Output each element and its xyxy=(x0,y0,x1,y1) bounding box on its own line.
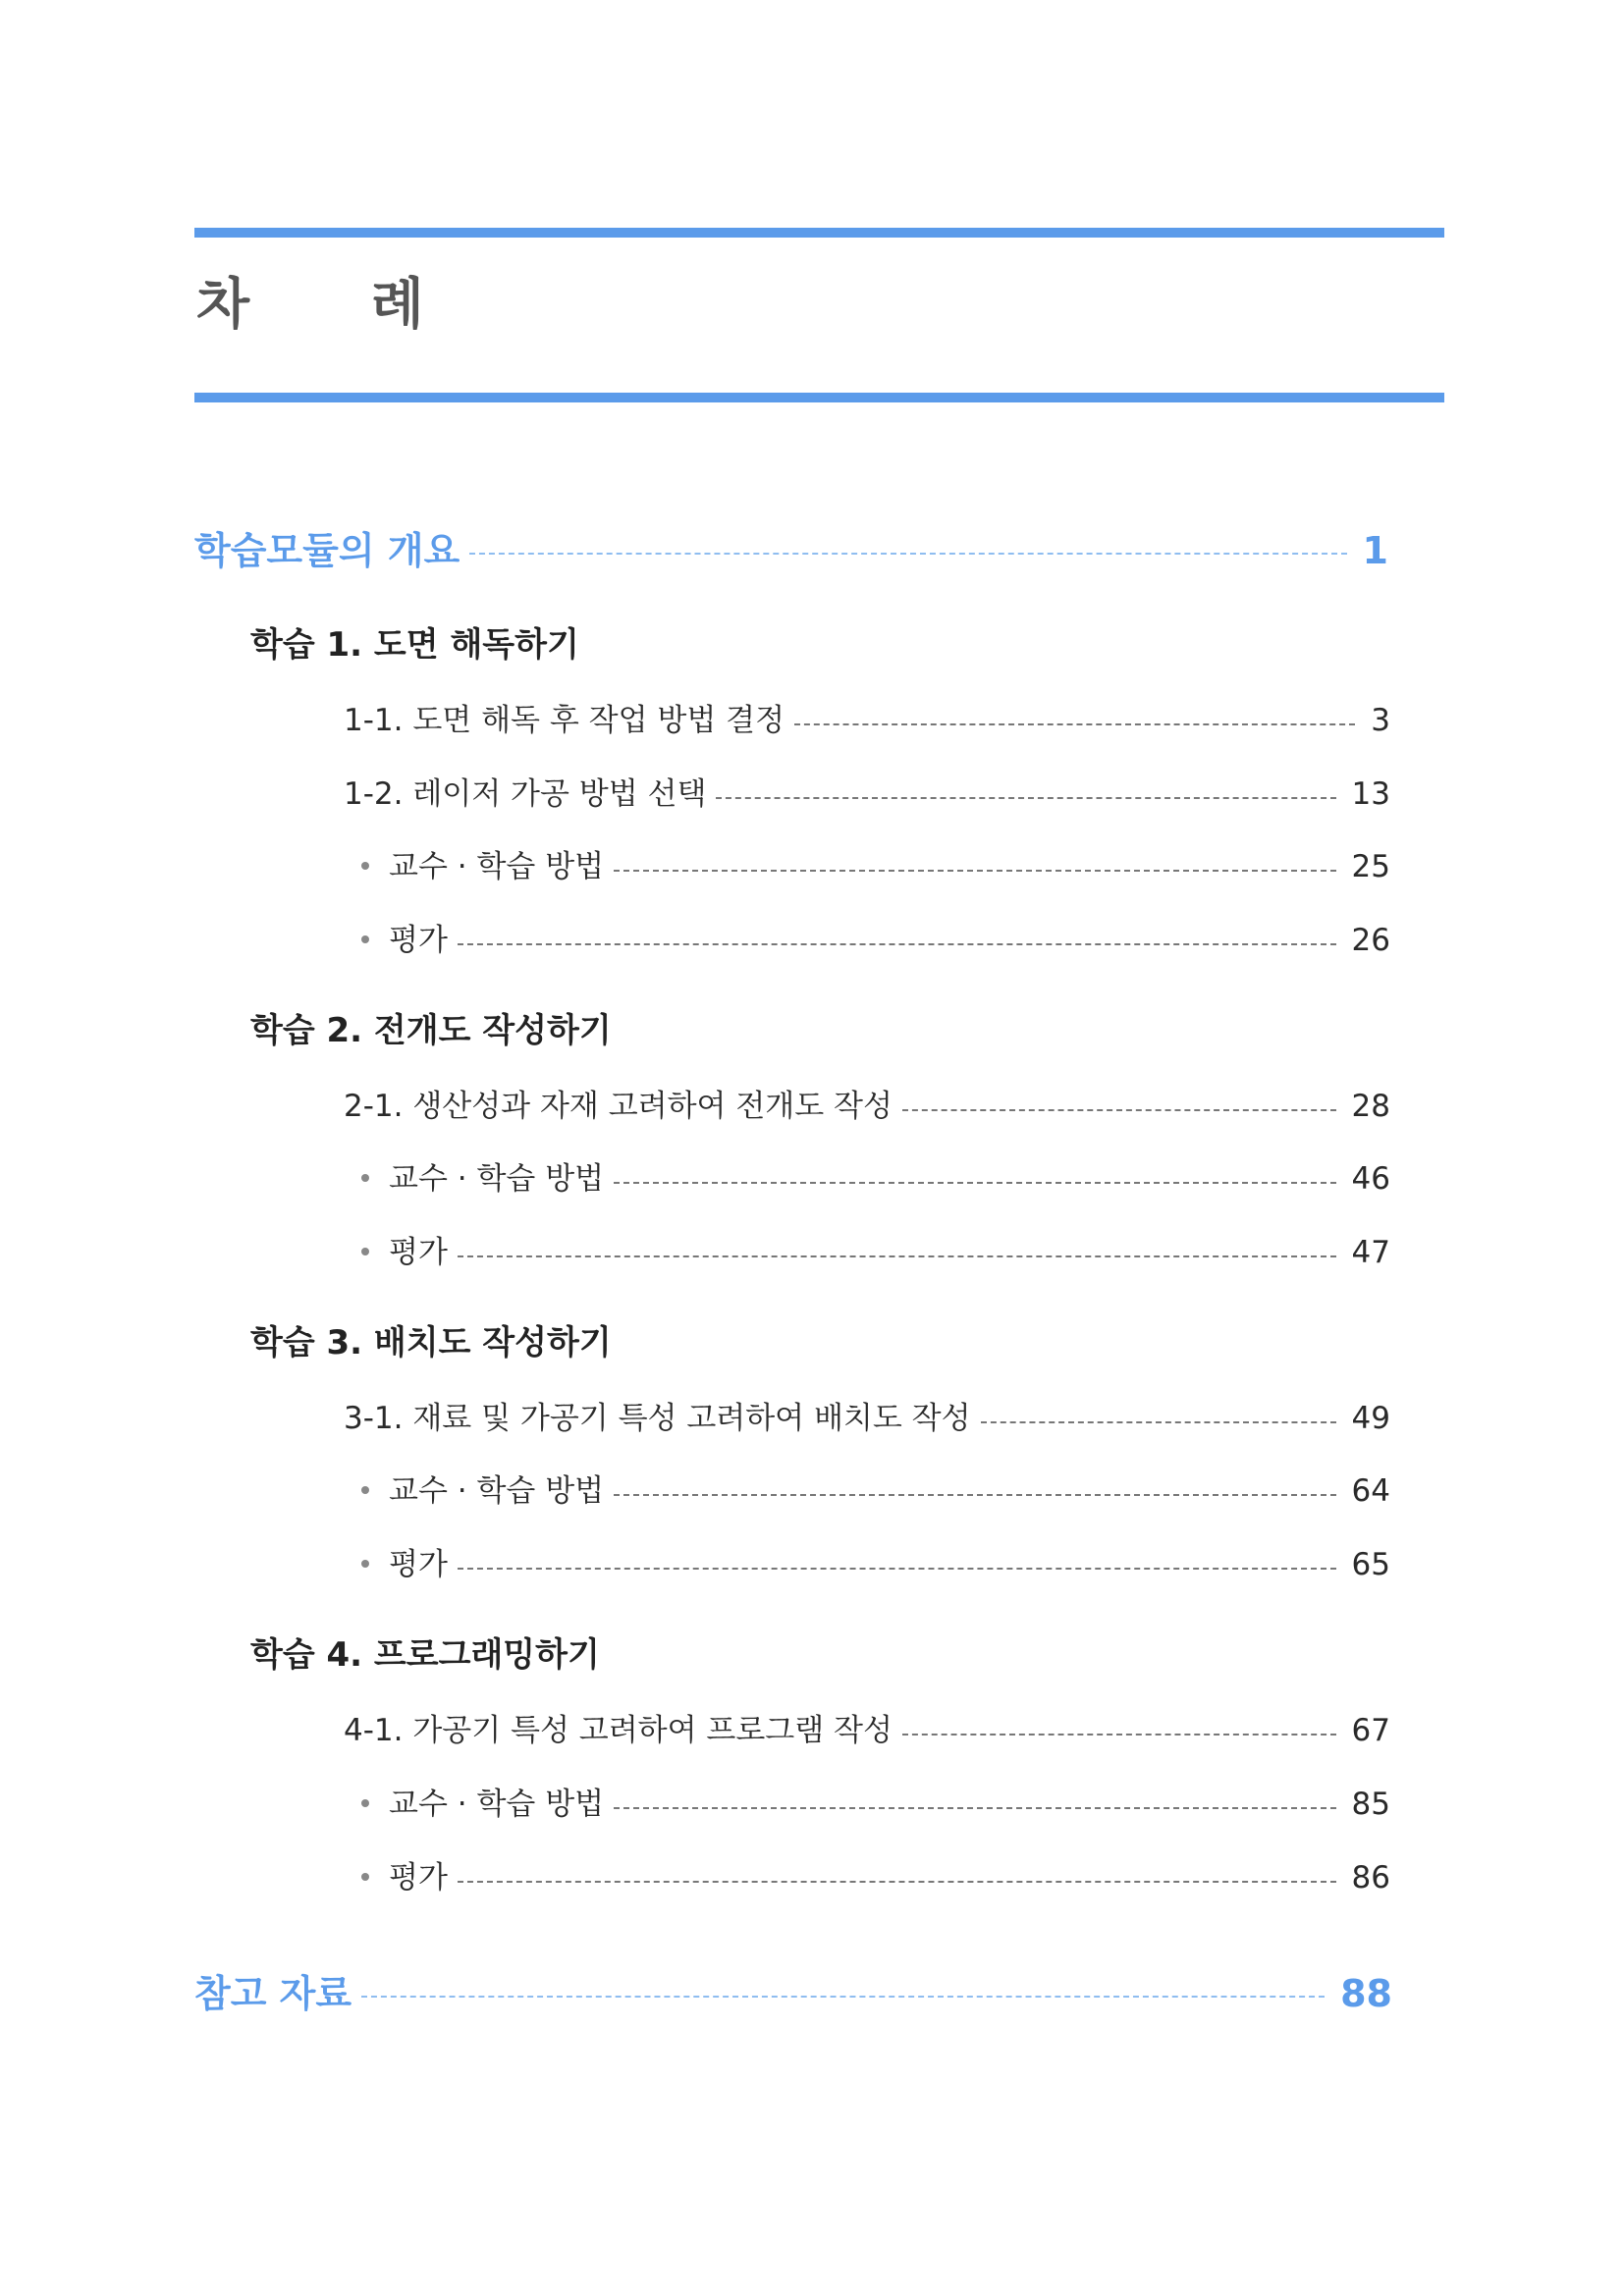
toc-entry[interactable] xyxy=(361,849,1390,884)
bullet-icon xyxy=(361,1873,369,1881)
toc-page-number: 46 xyxy=(1351,1161,1390,1197)
toc-page-number: 88 xyxy=(1340,1972,1392,2015)
toc-page-number: 85 xyxy=(1351,1787,1390,1822)
chapter-heading-2[interactable]: 학습 2. 전개도 작성하기 xyxy=(250,1011,612,1050)
toc-entry[interactable] xyxy=(344,703,1390,738)
toc-entry-label: 평가 xyxy=(389,1547,448,1582)
toc-entry-label: 참고 자료 xyxy=(194,1972,352,2015)
dot-leader xyxy=(794,723,1355,725)
toc-entry-label: 교수 · 학습 방법 xyxy=(389,1473,605,1509)
toc-page-number: 49 xyxy=(1351,1401,1390,1436)
bullet-icon xyxy=(361,1248,369,1255)
dot-leader xyxy=(614,870,1335,872)
toc-entry-label: 교수 · 학습 방법 xyxy=(389,1787,605,1822)
dot-leader xyxy=(981,1421,1336,1423)
bullet-icon xyxy=(361,1560,369,1568)
toc-page-number: 47 xyxy=(1351,1235,1390,1270)
toc-entry[interactable] xyxy=(344,1089,1390,1124)
dot-leader xyxy=(902,1109,1336,1111)
toc-entry[interactable] xyxy=(344,776,1390,812)
bullet-icon xyxy=(361,1486,369,1494)
toc-entry-label: 평가 xyxy=(389,1235,448,1270)
toc-entry-label: 교수 · 학습 방법 xyxy=(389,1161,605,1197)
dot-leader xyxy=(716,797,1335,799)
toc-entry-label: 1-1. 도면 해독 후 작업 방법 결정 xyxy=(344,703,785,738)
dot-leader xyxy=(902,1734,1336,1735)
toc-entry[interactable] xyxy=(344,1713,1390,1748)
bullet-icon xyxy=(361,1174,369,1182)
bullet-icon xyxy=(361,1799,369,1807)
dot-leader xyxy=(469,553,1346,555)
dot-leader xyxy=(458,1881,1336,1883)
toc-entry[interactable] xyxy=(361,1789,1390,1820)
toc-entry-label: 4-1. 가공기 특성 고려하여 프로그램 작성 xyxy=(344,1713,893,1748)
toc-page-number: 3 xyxy=(1371,703,1390,738)
toc-entry[interactable] xyxy=(361,923,1390,958)
page-title: 차 례 xyxy=(196,273,475,337)
toc-page-number: 65 xyxy=(1351,1547,1390,1582)
dot-leader xyxy=(614,1182,1335,1184)
dot-leader xyxy=(458,943,1336,945)
toc-entry-label: 교수 · 학습 방법 xyxy=(389,849,605,884)
title-rule-top xyxy=(194,228,1444,238)
toc-page-number: 26 xyxy=(1351,923,1390,958)
chapter-heading-3[interactable]: 학습 3. 배치도 작성하기 xyxy=(250,1323,612,1362)
bullet-icon xyxy=(361,935,369,943)
title-rule-bottom xyxy=(194,393,1444,402)
toc-entry-label: 학습모듈의 개요 xyxy=(194,529,460,572)
toc-page-number: 1 xyxy=(1362,529,1388,572)
toc-entry-label: 평가 xyxy=(389,923,448,958)
toc-page-number: 13 xyxy=(1351,776,1390,812)
toc-entry-label: 1-2. 레이저 가공 방법 선택 xyxy=(344,776,707,812)
toc-entry[interactable] xyxy=(361,1161,1390,1197)
toc-entry-label: 2-1. 생산성과 자재 고려하여 전개도 작성 xyxy=(344,1089,893,1124)
toc-entry[interactable] xyxy=(361,1235,1390,1270)
dot-leader xyxy=(614,1494,1335,1496)
toc-entry-overview[interactable] xyxy=(194,529,1388,572)
toc-page-number: 64 xyxy=(1351,1473,1390,1509)
toc-page-number: 67 xyxy=(1351,1713,1390,1748)
toc-entry[interactable] xyxy=(344,1401,1390,1436)
chapter-heading-4[interactable]: 학습 4. 프로그래밍하기 xyxy=(250,1635,600,1675)
dot-leader xyxy=(361,1996,1325,1998)
dot-leader xyxy=(458,1255,1336,1257)
toc-page-number: 25 xyxy=(1351,849,1390,884)
toc-entry-label: 평가 xyxy=(389,1860,448,1896)
toc-entry[interactable] xyxy=(361,1547,1390,1582)
toc-entry-label: 3-1. 재료 및 가공기 특성 고려하여 배치도 작성 xyxy=(344,1401,971,1436)
toc-page-number: 86 xyxy=(1351,1860,1390,1896)
chapter-heading-1[interactable]: 학습 1. 도면 해독하기 xyxy=(250,625,579,665)
bullet-icon xyxy=(361,862,369,870)
toc-entry[interactable] xyxy=(361,1860,1390,1896)
toc-entry[interactable] xyxy=(361,1473,1390,1509)
toc-entry-references[interactable] xyxy=(194,1972,1392,2015)
toc-page-number: 28 xyxy=(1351,1089,1390,1124)
dot-leader xyxy=(614,1807,1335,1809)
dot-leader xyxy=(458,1568,1336,1570)
